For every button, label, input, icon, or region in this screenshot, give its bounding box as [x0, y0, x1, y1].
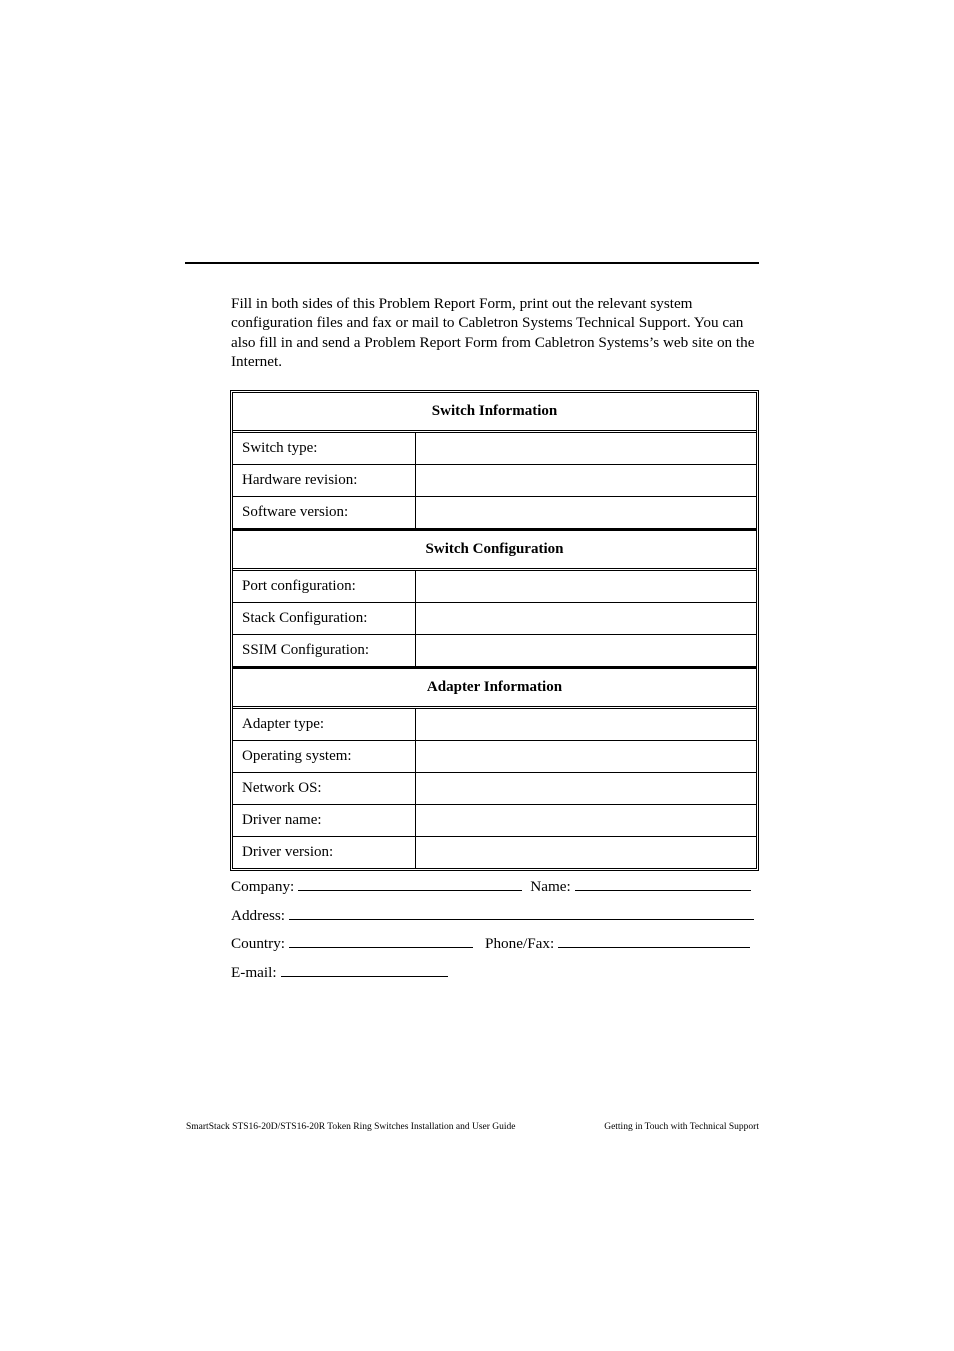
field-label-operating-system: Operating system: [233, 741, 416, 773]
phone-label: Phone/Fax: [485, 935, 555, 952]
field-value-hardware-revision[interactable] [416, 465, 756, 497]
table-row [233, 571, 756, 603]
field-value-ssim-configuration[interactable] [416, 635, 756, 667]
intro-paragraph: Fill in both sides of this Problem Report Form, print out the relevant system configuration files and fax or mail to Cabletron Systems Technical Support. You can also fill in and send a Problem Report Form from Cabletron Systems’s web site on the Internet. [231, 295, 755, 371]
top-rule [185, 262, 759, 264]
section-title: Switch Information [233, 393, 756, 433]
field-label-hardware-revision: Hardware revision: [233, 465, 416, 497]
field-label-port-configuration: Port configuration: [233, 571, 416, 603]
field-label-ssim-configuration: SSIM Configuration: [233, 635, 416, 667]
table-row [233, 805, 756, 837]
table-row [233, 433, 756, 465]
field-value-port-configuration[interactable] [416, 571, 756, 603]
footer-chapter-title: Getting in Touch with Technical Support [604, 1122, 759, 1132]
field-value-operating-system[interactable] [416, 741, 756, 773]
table-row [233, 603, 756, 635]
footer-guide-title: SmartStack STS16-20D/STS16-20R Token Ring Switches Installation and User Guide [186, 1122, 516, 1132]
section-header-switch-information [233, 393, 756, 433]
problem-report-table [230, 390, 759, 871]
email-label: E-mail: [231, 964, 277, 981]
country-field[interactable] [289, 935, 473, 948]
field-label-driver-version: Driver version: [233, 837, 416, 868]
company-label: Company: [231, 878, 295, 895]
table-row [233, 709, 756, 741]
field-label-driver-name: Driver name: [233, 805, 416, 837]
address-label: Address: [231, 907, 285, 924]
field-value-switch-type[interactable] [416, 433, 756, 465]
table-row [233, 635, 756, 667]
contact-row-email [231, 964, 448, 982]
contact-row-address [231, 907, 754, 925]
section-header-adapter-information [233, 667, 756, 709]
field-label-stack-configuration: Stack Configuration: [233, 603, 416, 635]
table-row [233, 465, 756, 497]
field-value-network-os[interactable] [416, 773, 756, 805]
name-label: Name: [530, 878, 571, 895]
table-row [233, 837, 756, 868]
table-row [233, 741, 756, 773]
field-value-driver-name[interactable] [416, 805, 756, 837]
field-value-software-version[interactable] [416, 497, 756, 529]
table-row [233, 497, 756, 529]
company-field[interactable] [298, 878, 522, 891]
field-label-switch-type: Switch type: [233, 433, 416, 465]
contact-row-country-phone [231, 935, 750, 953]
address-field[interactable] [289, 907, 754, 920]
field-label-adapter-type: Adapter type: [233, 709, 416, 741]
section-title: Switch Configuration [233, 529, 756, 571]
field-value-stack-configuration[interactable] [416, 603, 756, 635]
section-title: Adapter Information [233, 667, 756, 709]
phone-fax-field[interactable] [558, 935, 750, 948]
section-header-switch-configuration [233, 529, 756, 571]
email-field[interactable] [281, 964, 448, 977]
name-field[interactable] [575, 878, 751, 891]
contact-row-company-name [231, 878, 751, 896]
field-label-software-version: Software version: [233, 497, 416, 529]
field-value-driver-version[interactable] [416, 837, 756, 868]
table-row [233, 773, 756, 805]
field-label-network-os: Network OS: [233, 773, 416, 805]
field-value-adapter-type[interactable] [416, 709, 756, 741]
country-label: Country: [231, 935, 286, 952]
